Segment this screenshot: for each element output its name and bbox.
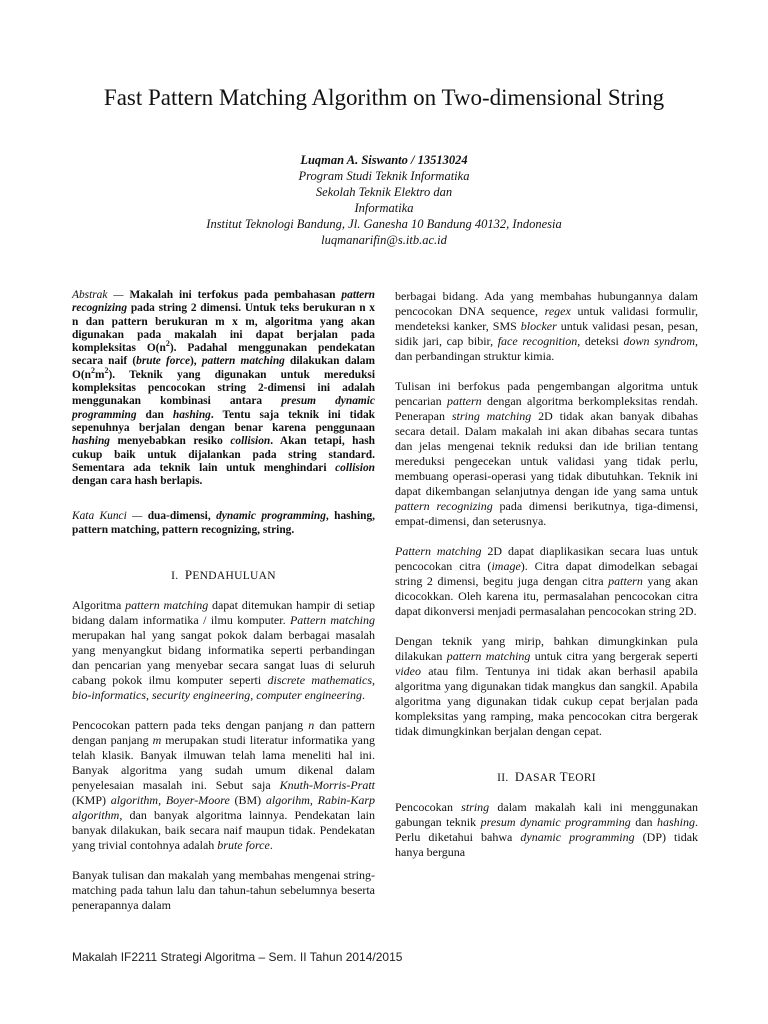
paragraph: Dengan teknik yang mirip, bahkan dimungkinkan pula dilakukan pattern matching untuk citra yang bergerak seperti video atau film. Tentunya ini tidak akan berhasil apabila algoritma yang digunakan tidak mangkus dan sangkil. Apabila algoritma yang digunakan tidak cukup cepat berjalan pada kompleksitas yang ramping, maka pencocokan citra bergerak tidak dimungkinkan berjalan dengan cepat. <box>395 634 698 738</box>
section-heading-theory: II. DASAR TEORI <box>497 769 596 784</box>
affiliation-line: Program Studi Teknik Informatika <box>298 169 470 183</box>
author-block <box>80 152 688 248</box>
paragraph: Pattern matching 2D dapat diaplikasikan secara luas untuk pencocokan citra (image). Citra dapat dimodelkan sebagai string 2 dimensi, begitu juga dengan citra pattern yang akan dicocokkan. Oleh karena itu, permasalahan pencocokan citra dapat dikonversi menjadi permasalahan pencocokan string 2D. <box>395 544 699 618</box>
paper-title: Fast Pattern Matching Algorithm on Two-dimensional String <box>103 85 665 110</box>
keywords: Kata Kunci — dua-dimensi, dynamic programming, hashing, pattern matching, pattern recognizing, string. <box>72 510 375 536</box>
paragraph: Algoritma pattern matching dapat ditemukan hampir di setiap bidang dalam informatika / ilmu komputer. Pattern matching merupakan hal yang sangat pokok dalam berbagai masalah yang menyangkut bidang informatika seperti perbandingan dan pencarian yang menyebar secara sangat luas di seluruh cabang pokok ilmu komputer seperti discrete mathematics, bio-informatics, security engineering, computer engineering. <box>72 598 376 703</box>
paragraph: berbagai bidang. Ada yang membahas hubungannya dalam pencocokan DNA sequence, regex untuk validasi formulir, mendeteksi kanker, SMS blocker untuk validasi pesan, pesan, sidik jari, cap bibir, face recognition, deteksi down syndrom, dan perbandingan struktur kimia. <box>395 289 699 363</box>
section-heading-introduction: I. PENDAHULUAN <box>171 567 276 583</box>
paragraph: Banyak tulisan dan makalah yang membahas mengenai string-matching pada tahun lalu dan tahun-tahun sebelumnya beserta penerapannya dalam <box>72 868 375 913</box>
left-column <box>72 289 375 928</box>
paragraph: Pencocokan pattern pada teks dengan panjang n dan pattern dengan panjang m merupakan studi literatur informatika yang telah klasik. Banyak ilmuwan telah lama meneliti hal ini. Banyak algoritma yang sudah umum dikenal dalam penyelesaian masalah ini. Sebut saja Knuth-Morris-Pratt (KMP) algorithm, Boyer-Moore (BM) algorihm, Rabin-Karp algorithm, dan banyak algoritma lainnya. Pendekatan lain banyak dilakukan, baik secara naif maupun tidak. Pendekatan yang trivial contohnya adalah brute force. <box>72 718 376 853</box>
keywords-label: Kata Kunci — <box>72 510 143 523</box>
abstract-label: Abstrak — <box>72 289 124 301</box>
affiliation-line: Institut Teknologi Bandung, Jl. Ganesha 10 Bandung 40132, Indonesia <box>206 217 562 231</box>
page-footer: Makalah IF2211 Strategi Algoritma – Sem. II Tahun 2014/2015 <box>72 950 403 964</box>
affiliation-line: Sekolah Teknik Elektro dan <box>315 185 453 199</box>
author-name: Luqman A. Siswanto / 13513024 <box>300 153 468 167</box>
author-email: luqmanarifin@s.itb.ac.id <box>321 233 447 247</box>
paragraph: Tulisan ini berfokus pada pengembangan algoritma untuk pencarian pattern dengan algoritma berkompleksitas rendah. Penerapan string matching 2D tidak akan banyak dibahas secara detail. Dalam makalah ini akan dibahas secara tuntas dan jelas mengenai teknik reduksi dan ide brilian tentang mereduksi pengecekan untuk validasi yang tidak perlu, membuang operasi-operasi yang tidak dibutuhkan. Teknik ini dapat dikembangan selanjutnya dengan ide yang sama untuk pattern recognizing pada dimensi berikutnya, tiga-dimensi, empat-dimensi, dan seterusnya. <box>395 379 699 528</box>
affiliation-line: Informatika <box>354 201 414 215</box>
paragraph: Pencocokan string dalam makalah kali ini menggunakan gabungan teknik presum dynamic programming dan hashing. Perlu diketahui bahwa dynamic programming (DP) tidak hanya berguna <box>395 800 699 859</box>
abstract: Abstrak — Makalah ini terfokus pada pembahasan pattern recognizing pada string 2 dimensi. Untuk teks berukuran n x n dan pattern berukuran m x m, algoritma yang akan digunakan pada makalah ini dapat berjalan pada kompleksitas $O(n^2)$. Padahal menggunakan pendekatan secara naif (brute force), pattern matching dilakukan dalam $O(n^2m^2)$. Teknik yang digunakan untuk mereduksi kompleksitas pencocokan string 2-dimensi ini adalah menggunakan kombinasi antara presum dynamic programming dan hashing. Tentu saja teknik ini tidak sepenuhnya berjalan dengan benar karena penggunaan hashing menyebabkan resiko collision. Akan tetapi, hash cukup baik untuk dijalankan pada string standard. Sementara ada teknik lain untuk menghindari collision dengan cara hash berlapis. <box>72 289 375 488</box>
right-column <box>395 289 698 875</box>
